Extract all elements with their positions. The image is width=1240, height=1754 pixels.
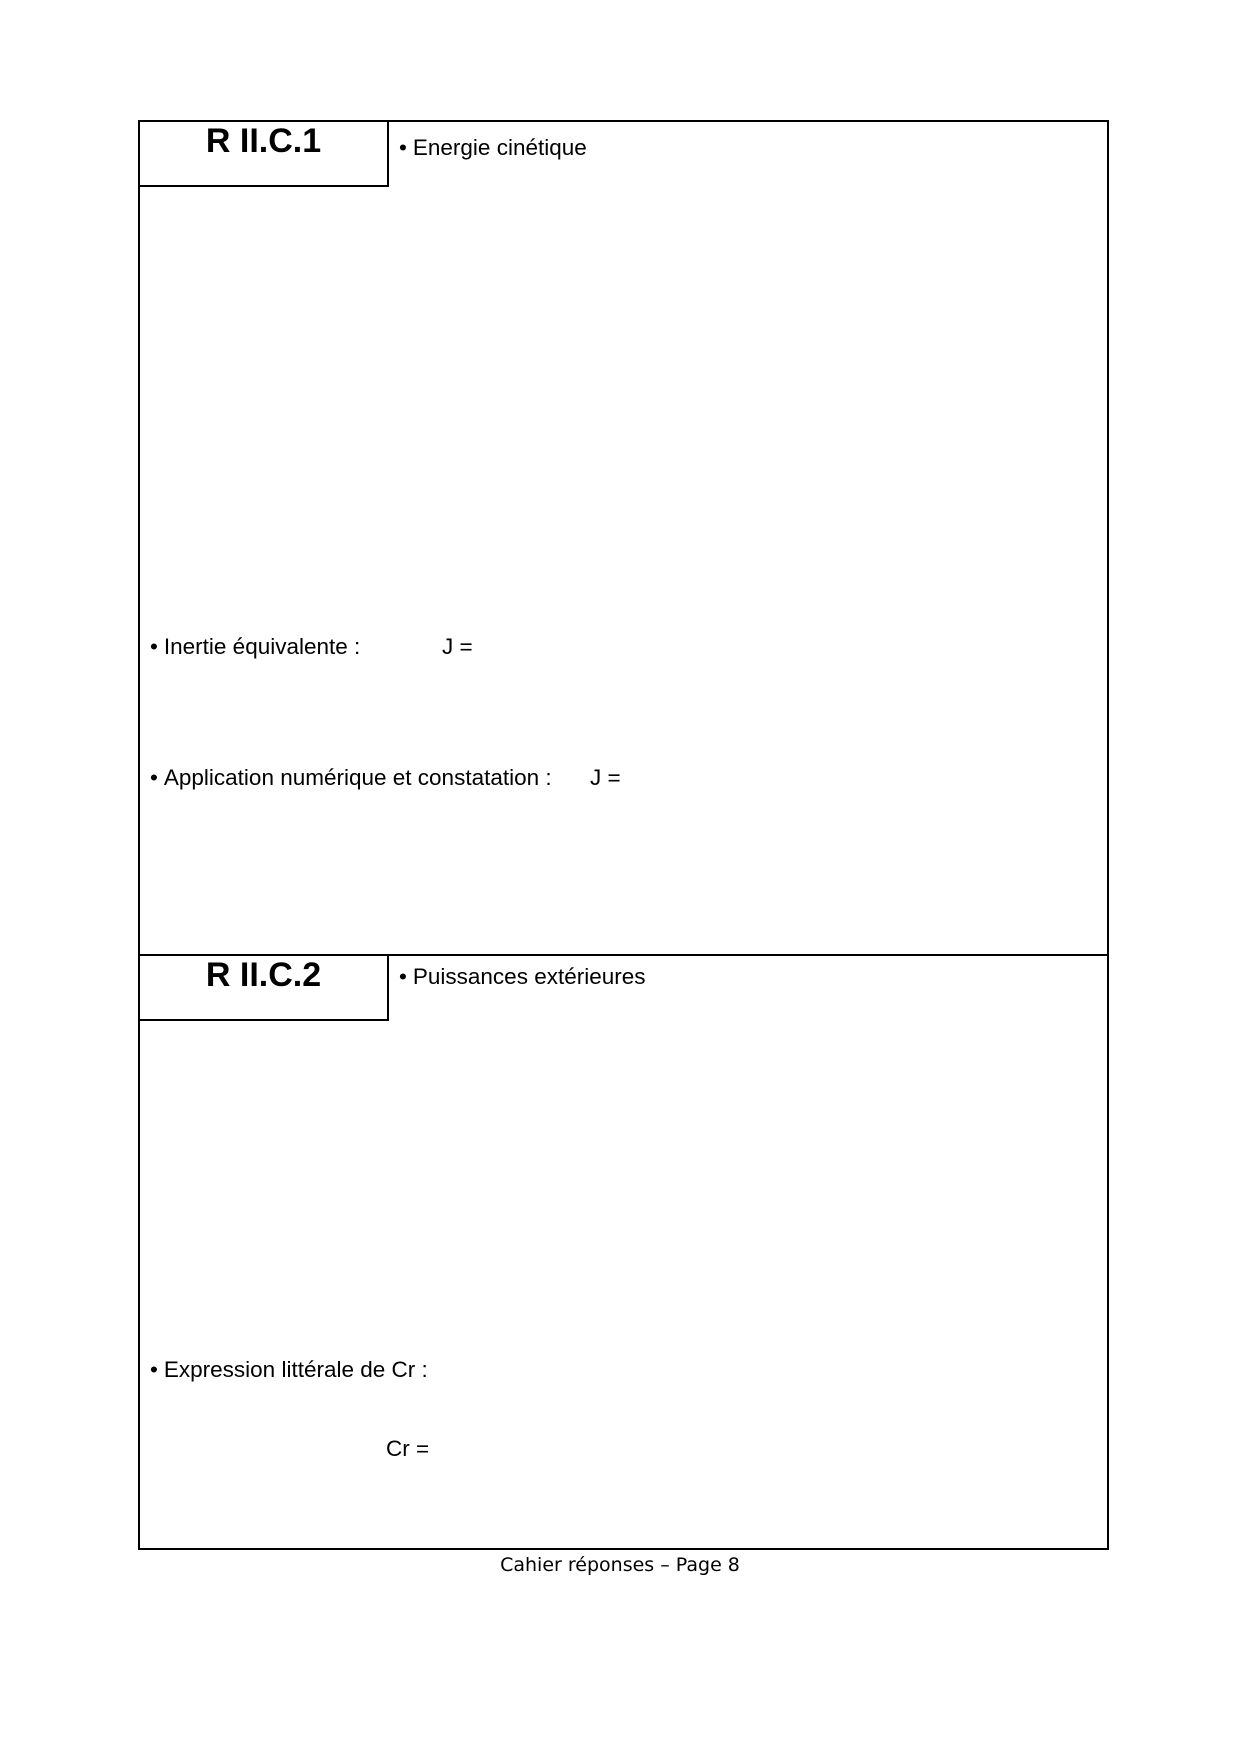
bullet: • [150, 765, 158, 790]
heading-puissances-exterieures [399, 963, 646, 991]
expression-line [150, 1356, 428, 1384]
heading-text: Energie cinétique [412, 135, 587, 160]
bullet: • [150, 634, 158, 659]
bullet: • [399, 964, 407, 989]
section-tag-2: R II.C.2 [205, 956, 322, 994]
application-equation: J = [590, 765, 621, 790]
heading-text: Puissances extérieures [412, 964, 646, 989]
expression-label: Expression littérale de Cr : [163, 1357, 428, 1382]
application-label: Application numérique et constatation : [163, 765, 552, 790]
answer-frame [138, 120, 1109, 1550]
page-footer: Cahier réponses – Page 8 [500, 1554, 740, 1576]
section-tag-1: R II.C.1 [205, 122, 322, 160]
inertia-equation: J = [442, 634, 473, 659]
inertia-label: Inertie équivalente : [163, 634, 361, 659]
heading-energie-cinetique [399, 134, 587, 162]
bullet: • [399, 135, 407, 160]
inertia-line [150, 633, 360, 661]
application-line [150, 764, 552, 792]
bullet: • [150, 1357, 158, 1382]
expression-equation: Cr = [386, 1436, 430, 1461]
